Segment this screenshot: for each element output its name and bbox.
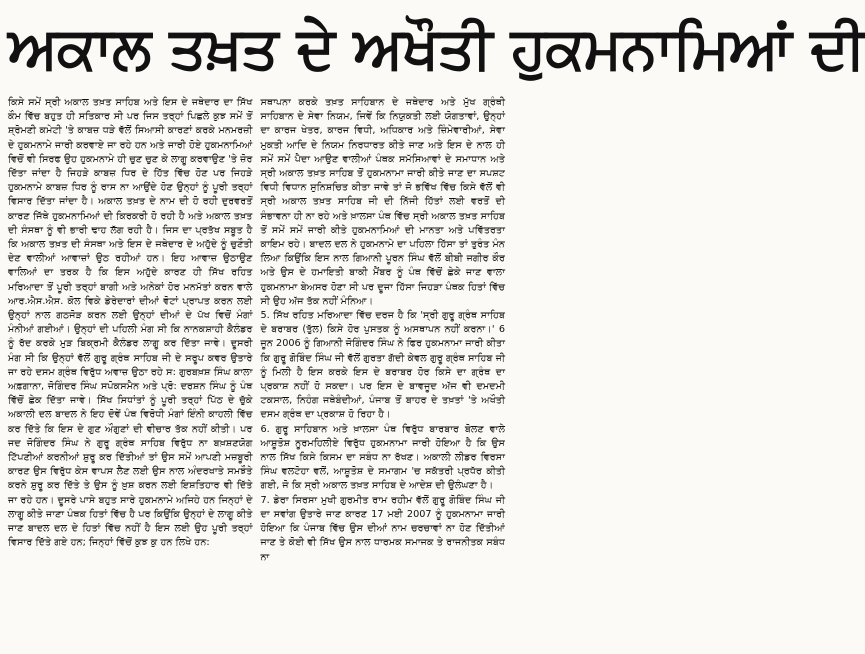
left-column — [8, 96, 253, 652]
right-column — [261, 96, 506, 652]
paragraph: 5. ਸਿੱਖ ਰਹਿਤ ਮਰਿਆਦਾ ਵਿੱਚ ਦਰਜ ਹੈ ਕਿ 'ਸ੍ਰੀ ਗੁਰੂ ਗ੍ਰੰਥ ਸਾਹਿਬ ਦੇ ਬਰਾਬਰ (ਤੁੱਲ) ਕਿਸੇ ਹੋਰ ਪੁਸਤਕ ਨੂੰ ਅਸਥਾਪਨ ਨਹੀਂ ਕਰਨਾ।' 6 ਜੂਨ 2006 ਨੂੰ ਗਿਆਨੀ ਜੋਗਿੰਦਰ ਸਿੰਘ ਨੇ ਫਿਰ ਹੁਕਮਨਾਮਾ ਜਾਰੀ ਕੀਤਾ ਕਿ ਗੁਰੂ ਗੋਬਿੰਦ ਸਿੰਘ ਜੀ ਵੱਲੋਂ ਗੁਰਤਾ ਗੱਦੀ ਕੇਵਲ ਗੁਰੂ ਗ੍ਰੰਥ ਸਾਹਿਬ ਜੀ ਨੂੰ ਮਿਲੀ ਹੈ ਇਸ ਕਰਕੇ ਇਸ ਦੇ ਬਰਾਬਰ ਹੋਰ ਕਿਸੇ ਦਾ ਗ੍ਰੰਥ ਦਾ ਪ੍ਰਕਾਸ਼ ਨਹੀਂ ਹੋ ਸਕਦਾ। ਪਰ ਇਸ ਦੇ ਬਾਵਜੂਦ ਅੱਜ ਵੀ ਦਮਦਮੀ ਟਕਸਾਲ, ਨਿਹੰਗ ਜਥੇਬੰਦੀਆਂ, ਪੰਜਾਬ ਤੋਂ ਬਾਹਰ ਦੇ ਤਖ਼ਤਾਂ 'ਤੇ ਅਖੌਤੀ ਦਸਮ ਗ੍ਰੰਥ ਦਾ ਪ੍ਰਕਾਸ਼ ਹੋ ਰਿਹਾ ਹੈ। — [260, 310, 505, 421]
paragraph: 6. ਗੁਰੂ ਸਾਹਿਬਾਨ ਅਤੇ ਖ਼ਾਲਸਾ ਪੰਥ ਵਿਰੁੱਧ ਬਾਰਬਾਰ ਬੋਲਣ ਵਾਲੇ ਆਸ਼ੂਤੋਸ਼ ਨੂਰਮਹਿਲੀਏ ਵਿਰੁੱਧ ਹੁਕਮਨਾਮਾ ਜਾਰੀ ਹੋਇਆ ਹੈ ਕਿ ਉਸ ਨਾਲ ਸਿੱਖ ਕਿਸੇ ਕਿਸਮ ਦਾ ਸਬੰਧ ਨਾ ਰੱਖਣ। ਅਕਾਲੀ ਲੀਡਰ ਵਿਰਸਾ ਸਿੰਘ ਵਲਟੋਹਾ ਵਲੋਂ, ਆਸ਼ੂਤੋਸ਼ ਦੇ ਸਮਾਗਮ 'ਚ ਸਕੱਤਰੀ ਪ੍ਰਧੱਰ ਕੀਤੀ ਗਈ, ਜੋ ਕਿ ਸ੍ਰੀ ਅਕਾਲ ਤਖ਼ਤ ਸਾਹਿਬ ਦੇ ਆਦੇਸ਼ ਦੀ ਉਲੰਘਣਾ ਹੈ। — [260, 423, 505, 492]
article-columns — [8, 96, 505, 652]
paragraph: ਸਥਾਪਨਾ ਕਰਕੇ ਤਖ਼ਤ ਸਾਹਿਬਾਨ ਦੇ ਜਥੇਦਾਰ ਅਤੇ ਮੁੱਖ ਗ੍ਰੰਥੀ ਸਾਹਿਬਾਨ ਦੇ ਸੇਵਾ ਨਿਯਮ, ਜਿਵੇਂ ਕਿ ਨਿਯੁਕਤੀ ਲਈ ਯੋਗਤਾਵਾਂ, ਉਨ੍ਹਾਂ ਦਾ ਕਾਰਜ ਖੇਤਰ, ਕਾਰਜ ਵਿਧੀ, ਅਧਿਕਾਰ ਅਤੇ ਜ਼ਿੰਮੇਵਾਰੀਆਂ, ਸੇਵਾ ਮੁਕਤੀ ਆਦਿ ਦੇ ਨਿਯਮ ਨਿਰਧਾਰਤ ਕੀਤੇ ਜਾਣ ਅਤੇ ਇਸ ਦੇ ਨਾਲ ਹੀ ਸਮੇਂ ਸਮੇਂ ਪੈਦਾ ਆਉਣ ਵਾਲੀਆਂ ਪੰਥਕ ਸਮੱਸਿਆਵਾਂ ਦੇ ਸਮਾਧਾਨ ਅਤੇ ਸ੍ਰੀ ਅਕਾਲ ਤਖ਼ਤ ਸਾਹਿਬ ਤੋਂ ਹੁਕਮਨਾਮਾ ਜਾਰੀ ਕੀਤੇ ਜਾਣ ਦਾ ਸਪਸ਼ਟ ਵਿਧੀ ਵਿਧਾਨ ਸੁਨਿਸ਼ਚਿਤ ਕੀਤਾ ਜਾਵੇ ਤਾਂ ਜੋ ਭਵਿੱਖ ਵਿੱਚ ਕਿਸੇ ਵੱਲੋਂ ਵੀ ਸ੍ਰੀ ਅਕਾਲ ਤਖ਼ਤ ਸਾਹਿਬ ਜੀ ਦੀ ਨਿੱਜੀ ਹਿੱਤਾਂ ਲਈ ਵਰਤੋਂ ਦੀ ਸੰਭਾਵਨਾ ਹੀ ਨਾ ਰਹੇ ਅਤੇ ਖ਼ਾਲਸਾ ਪੰਥ ਵਿੱਚ ਸ੍ਰੀ ਅਕਾਲ ਤਖ਼ਤ ਸਾਹਿਬ ਤੋਂ ਸਮੇਂ ਸਮੇਂ ਜਾਰੀ ਕੀਤੇ ਹੁਕਮਨਾਮਿਆਂ ਦੀ ਮਾਨਤਾ ਅਤੇ ਪਵਿੱਤਰਤਾ ਕਾਇਮ ਰਹੇ। ਬਾਦਲ ਦਲ ਨੇ ਹੁਕਮਨਾਮੇ ਦਾ ਪਹਿਲਾ ਹਿੱਸਾ ਤਾਂ ਤੁਰੰਤ ਮੰਨ ਲਿਆ ਕਿਉਂਕਿ ਇਸ ਨਾਲ ਗਿਆਨੀ ਪੂਰਨ ਸਿੰਘ ਵੱਲੋਂ ਬੀਬੀ ਜਗੀਰ ਕੌਰ ਅਤੇ ਉਸ ਦੇ ਹਮਾਇਤੀ ਬਾਕੀ ਮੈਂਬਰ ਨੂੰ ਪੰਥ ਵਿੱਚੋਂ ਛੇਕੇ ਜਾਣ ਵਾਲਾ ਹੁਕਮਨਾਮਾ ਬੇਅਸਰ ਹੋਣਾ ਸੀ ਪਰ ਦੂਜਾ ਹਿੱਸਾ ਜਿਹੜਾ ਪੰਥਕ ਹਿਤਾਂ ਵਿੱਚ ਸੀ ਉਹ ਅੱਜ ਤੱਕ ਨਹੀਂ ਮੰਨਿਆ। — [260, 97, 505, 307]
paragraph: 7. ਡੇਰਾ ਸਿਰਸਾ ਮੁਖੀ ਗੁਰਮੀਤ ਰਾਮ ਰਹੀਮ ਵੱਲੋਂ ਗੁਰੂ ਗੋਬਿੰਦ ਸਿੰਘ ਜੀ ਦਾ ਸਵਾਂਗ ਉਤਾਰੇ ਜਾਣ ਕਾਰਣ 17 ਮਈ 2007 ਨੂੰ ਹੁਕਮਨਾਮਾ ਜਾਰੀ ਹੋਇਆ ਕਿ ਪੰਜਾਬ ਵਿੱਚ ਉਸ ਦੀਆਂ ਨਾਮ ਚਰਚਾਵਾਂ ਨਾ ਹੋਣ ਦਿੱਤੀਆਂ ਜਾਣ ਤੇ ਕੋਈ ਵੀ ਸਿੱਖ ਉਸ ਨਾਲ ਧਾਰਮਕ ਸਮਾਜਕ ਤੇ ਰਾਜਨੀਤਕ ਸਬੰਧ ਨਾ — [260, 494, 505, 563]
headline: ਅਕਾਲ ਤਖ਼ਤ ਦੇ ਅਖੌਤੀ ਹੁਕਮਨਾਮਿਆਂ ਦੀ — [8, 14, 865, 82]
paragraph: ਕਿਸੇ ਸਮੇਂ ਸ੍ਰੀ ਅਕਾਲ ਤਖ਼ਤ ਸਾਹਿਬ ਅਤੇ ਇਸ ਦੇ ਜਥੇਦਾਰ ਦਾ ਸਿੱਖ ਕੌਮ ਵਿੱਚ ਬਹੁਤ ਹੀ ਸਤਿਕਾਰ ਸੀ ਪਰ ਜਿਸ ਤਰ੍ਹਾਂ ਪਿਛਲੇ ਕੁਝ ਸਮੇਂ ਤੋਂ ਸ਼੍ਰੋਮਣੀ ਕਮੇਟੀ 'ਤੇ ਕਾਬਜ਼ ਧੜੇ ਵੱਲੋਂ ਸਿਆਸੀ ਕਾਰਣਾਂ ਕਰਕੇ ਮਨਮਰਜ਼ੀ ਦੇ ਹੁਕਮਨਾਮੇ ਜਾਰੀ ਕਰਵਾਏ ਜਾ ਰਹੇ ਹਨ ਅਤੇ ਜਾਰੀ ਹੋਏ ਹੁਕਮਨਾਮਿਆਂ ਵਿਚੋਂ ਵੀ ਸਿਰਫ ਉਹ ਹੁਕਮਨਾਮੇ ਹੀ ਚੁਣ ਚੁਣ ਕੇ ਲਾਗੂ ਕਰਵਾਉਣ 'ਤੇ ਜ਼ੋਰ ਦਿੱਤਾ ਜਾਂਦਾ ਹੈ ਜਿਹੜੇ ਕਾਬਜ਼ ਧਿਰ ਦੇ ਹਿੱਤ ਵਿੱਚ ਹੋਣ ਪਰ ਜਿਹੜੇ ਹੁਕਮਨਾਮੇ ਕਾਬਜ਼ ਧਿਰ ਨੂੰ ਰਾਸ ਨਾ ਆਉਂਦੇ ਹੋਣ ਉਨ੍ਹਾਂ ਨੂੰ ਪੂਰੀ ਤਰ੍ਹਾਂ ਵਿਸਾਰ ਦਿੱਤਾ ਜਾਂਦਾ ਹੈ। ਅਕਾਲ ਤਖ਼ਤ ਦੇ ਨਾਮ ਦੀ ਹੋ ਰਹੀ ਦੁਰਵਰਤੋਂ ਕਾਰਣ ਜਿੱਥੇ ਹੁਕਮਨਾਮਿਆਂ ਦੀ ਕਿਰਕਰੀ ਹੋ ਰਹੀ ਹੈ ਅਤੇ ਅਕਾਲ ਤਖ਼ਤ ਦੀ ਸੰਸਥਾ ਨੂੰ ਵੀ ਭਾਰੀ ਢਾਹ ਲੱਗ ਰਹੀ ਹੈ। ਜਿਸ ਦਾ ਪ੍ਰਤੱਖ ਸਬੂਤ ਹੈ ਕਿ ਅਕਾਲ ਤਖ਼ਤ ਦੀ ਸੰਸਥਾ ਅਤੇ ਇਸ ਦੇ ਜਥੇਦਾਰ ਦੇ ਅਹੁੱਦੇ ਨੂੰ ਚੁਣੌਤੀ ਦੇਣ ਵਾਲੀਆਂ ਆਵਾਜ਼ਾਂ ਉਠ ਰਹੀਆਂ ਹਨ। ਇਹ ਆਵਾਜ਼ ਉਠਾਉਣ ਵਾਲਿਆਂ ਦਾ ਤਰਕ ਹੈ ਕਿ ਇਸ ਅਹੁੱਦੇ ਕਾਰਣ ਹੀ ਸਿੱਖ ਰਹਿਤ ਮਰਿਆਦਾ ਤੋਂ ਪੂਰੀ ਤਰ੍ਹਾਂ ਬਾਗੀ ਅਤੇ ਅਨੇਕਾਂ ਹੋਰ ਮਨਮੱਤਾਂ ਕਰਨ ਵਾਲੇ ਆਰ.ਐਸ.ਐਸ. ਕੋਲ ਵਿਕੇ ਡੇਰੇਦਾਰਾਂ ਦੀਆਂ ਵੋਟਾਂ ਪ੍ਰਾਪਤ ਕਰਨ ਲਈ ਉਨ੍ਹਾਂ ਨਾਲ ਗਠਜੋੜ ਕਰਨ ਲਈ ਉਨ੍ਹਾਂ ਦੀਆਂ ਦੇ ਪੱਖ ਵਿਚੋਂ ਮੰਗਾਂ ਮੰਨੀਆਂ ਗਈਆਂ। ਉਨ੍ਹਾਂ ਦੀ ਪਹਿਲੀ ਮੰਗ ਸੀ ਕਿ ਨਾਨਕਸ਼ਾਹੀ ਕੈਲੰਡਰ ਨੂੰ ਰੱਦ ਕਰਕੇ ਮੁੜ ਬਿਕ੍ਰਮੀ ਕੈਲੰਡਰ ਲਾਗੂ ਕਰ ਦਿੱਤਾ ਜਾਵੇ। ਦੂਸਰੀ ਮੰਗ ਸੀ ਕਿ ਉਨ੍ਹਾਂ ਵੱਲੋਂ ਗੁਰੂ ਗ੍ਰੰਥ ਸਾਹਿਬ ਜੀ ਦੇ ਸਰੂਪ ਕਵਰ ਉਤਾਰੇ ਜਾ ਰਹੇ ਦਸਮ ਗ੍ਰੰਥ ਵਿਰੁੱਧ ਅਵਾਜ਼ ਉਠਾ ਰਹੇ ਸ: ਗੁਰਬਖ਼ਸ਼ ਸਿੰਘ ਕਾਲਾ ਅਫ਼ਗਾਨਾ, ਜੋਗਿੰਦਰ ਸਿੰਘ ਸਪੋਕਸਮੈਨ ਅਤੇ ਪ੍ਰੋ: ਦਰਸ਼ਨ ਸਿੰਘ ਨੂੰ ਪੰਥ ਵਿੱਚੋਂ ਛੇਕ ਦਿੱਤਾ ਜਾਵੇ। ਸਿੱਖ ਸਿਧਾਂਤਾਂ ਨੂੰ ਪੂਰੀ ਤਰ੍ਹਾਂ ਪਿੱਠ ਦੇ ਚੁੱਕੇ ਅਕਾਲੀ ਦਲ ਬਾਦਲ ਨੇ ਇਹ ਦੋਵੇਂ ਪੰਥ ਵਿਰੋਧੀ ਮੰਗਾਂ ਇੰਨੀ ਕਾਹਲੀ ਵਿੱਚ ਕਰ ਦਿੱਤੇ ਕਿ ਇਸ ਦੇ ਗੁਣ ਔਗੁਣਾਂ ਦੀ ਵੀਚਾਰ ਤੱਕ ਨਹੀਂ ਕੀਤੀ। ਪਰ ਜਦ ਜੋਗਿੰਦਰ ਸਿੰਘ ਨੇ ਗੁਰੂ ਗ੍ਰੰਥ ਸਾਹਿਬ ਵਿਰੁੱਧ ਨਾ ਬਖ਼ਸ਼ਣਯੋਗ ਟਿੱਪਣੀਆਂ ਕਰਨੀਆਂ ਸ਼ੁਰੂ ਕਰ ਦਿੱਤੀਆਂ ਤਾਂ ਉਸ ਸਮੇਂ ਆਪਣੀ ਮਜ਼ਬੂਰੀ ਕਾਰਣ ਉਸ ਵਿਰੁੱਧ ਕੇਸ ਵਾਪਸ ਲੈਣ ਲਈ ਉਸ ਨਾਲ ਅੰਦਰਖਾਤੇ ਸਮਝੌਤੇ ਕਰਨੇ ਸ਼ੁਰੂ ਕਰ ਦਿੱਤੇ ਤੇ ਉਸ ਨੂੰ ਖ਼ੁਸ਼ ਕਰਨ ਲਈ ਇਸ਼ਤਿਹਾਰ ਵੀ ਦਿੱਤੇ ਜਾ ਰਹੇ ਹਨ। ਦੂਸਰੇ ਪਾਸੇ ਬਹੁਤ ਸਾਰੇ ਹੁਕਮਨਾਮੇ ਅਜਿਹੇ ਹਨ ਜਿਨ੍ਹਾਂ ਦੇ ਲਾਗੂ ਕੀਤੇ ਜਾਣਾ ਪੰਥਕ ਹਿਤਾਂ ਵਿੱਚ ਹੈ ਪਰ ਕਿਉਂਕਿ ਉਨ੍ਹਾਂ ਦੇ ਲਾਗੂ ਕੀਤੇ ਜਾਣ ਬਾਦਲ ਦਲ ਦੇ ਹਿਤਾਂ ਵਿੱਚ ਨਹੀਂ ਹੈ ਇਸ ਲਈ ਉਹ ਪੂਰੀ ਤਰ੍ਹਾਂ ਵਿਸਾਰ ਦਿੱਤੇ ਗਏ ਹਨ; ਜਿਨ੍ਹਾਂ ਵਿੱਚੋਂ ਕੁਝ ਕੁ ਹਨ ਲਿਖੇ ਹਨ: — [8, 97, 253, 549]
